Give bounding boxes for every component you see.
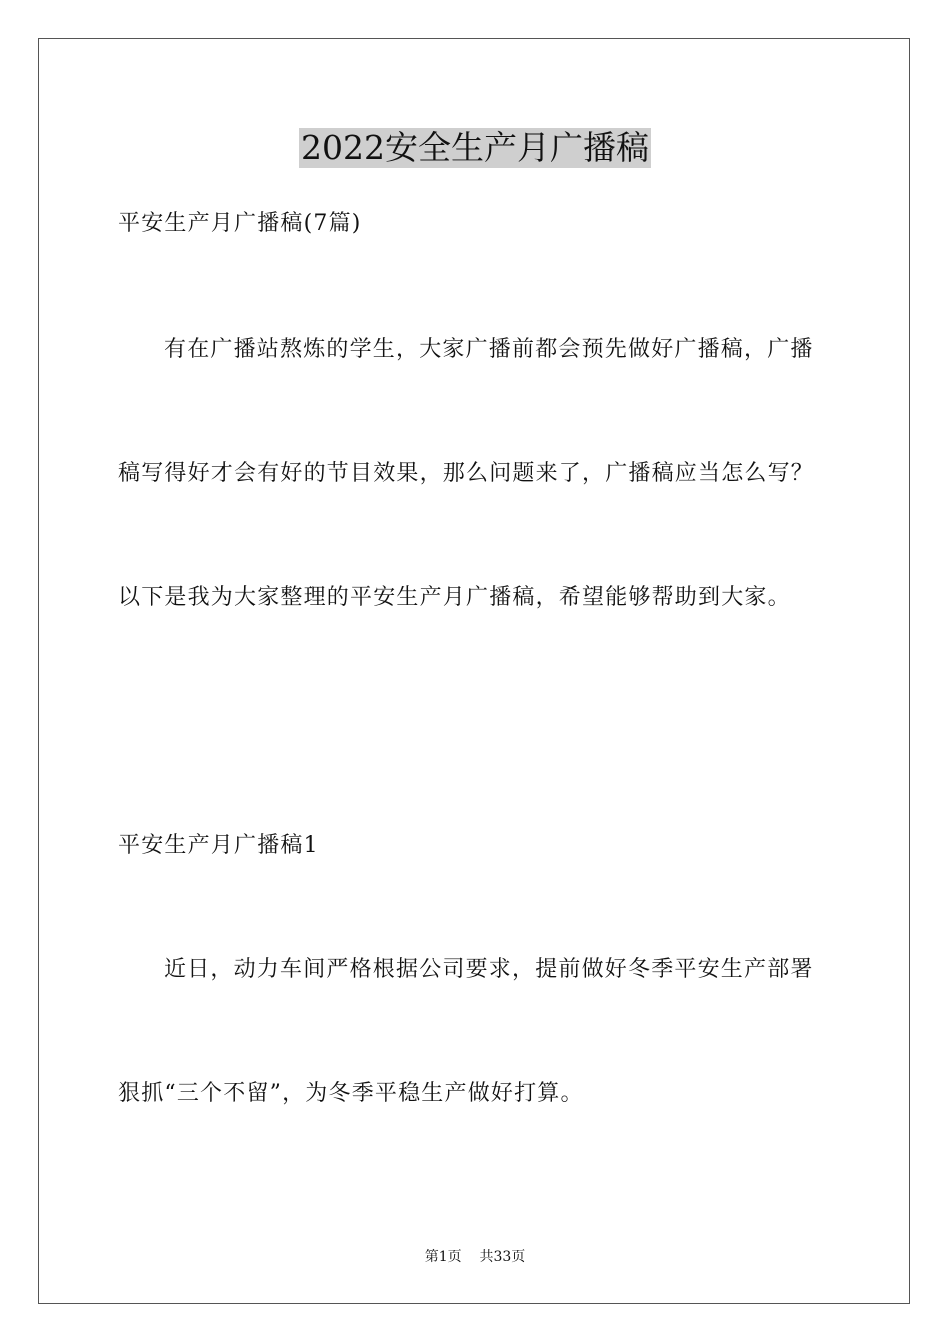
intro-line-2: 稿写得好才会有好的节目效果，那么问题来了，广播稿应当怎么写？ <box>118 461 815 486</box>
total-pages: 共33页 <box>479 1249 526 1265</box>
title-container <box>0 128 950 168</box>
page-footer <box>0 1248 950 1266</box>
intro-line-1: 有在广播站熬炼的学生，大家广播前都会预先做好广播稿，广播 <box>164 337 814 362</box>
section-line-2: 狠抓“三个不留”，为冬季平稳生产做好打算。 <box>118 1081 584 1106</box>
intro-line-3: 以下是我为大家整理的平安生产月广播稿，希望能够帮助到大家。 <box>118 585 791 610</box>
document-title: 2022安全生产月广播稿 <box>301 128 649 167</box>
page-number: 第1页 <box>424 1249 462 1265</box>
section-line-1: 近日，动力车间严格根据公司要求，提前做好冬季平安生产部署 <box>164 957 814 982</box>
document-subtitle: 平安生产月广播稿(7篇) <box>118 211 362 236</box>
section-heading: 平安生产月广播稿1 <box>118 833 319 858</box>
